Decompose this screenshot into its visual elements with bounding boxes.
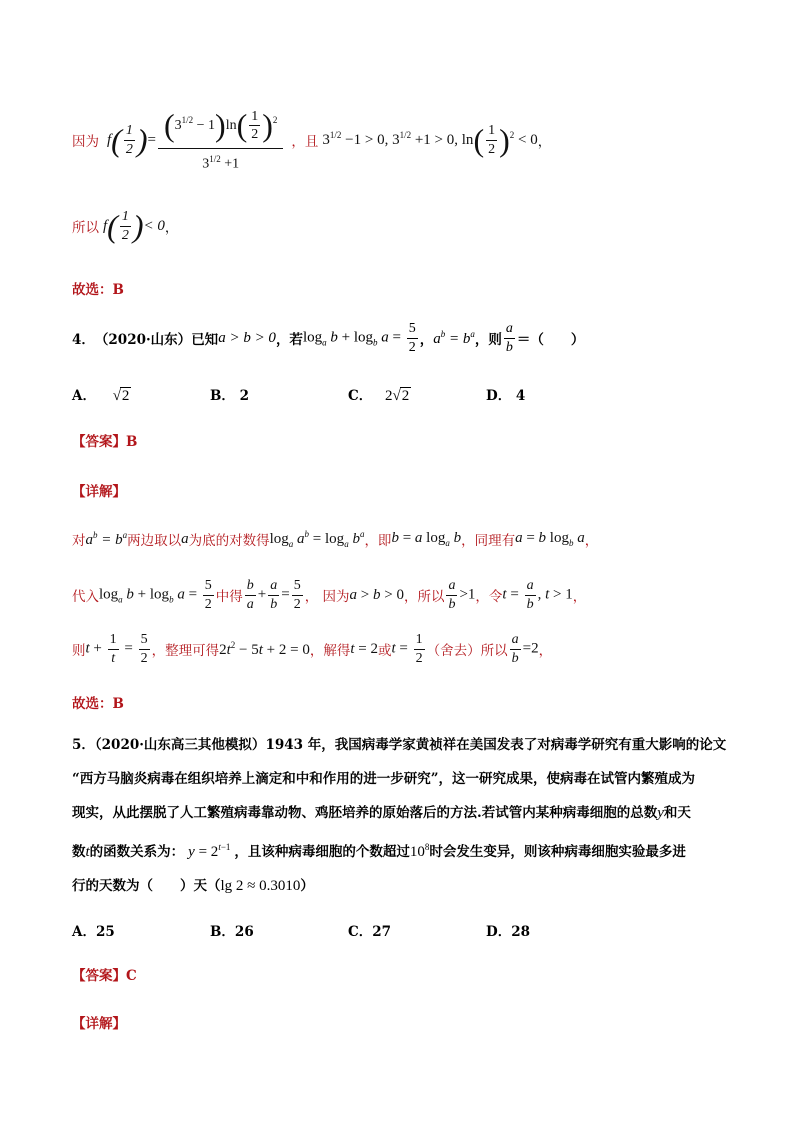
option-label: A． [72, 924, 96, 940]
eq-sign: = [147, 131, 156, 148]
q5-text: 和天 [663, 805, 691, 821]
formula-seg: a = b $\log_b a$ [515, 530, 585, 548]
text-seg: 则 [72, 643, 86, 659]
q5-text: 的函数关系为： [89, 844, 185, 860]
and-text: ，且 [291, 134, 319, 150]
text-seg: （舍去）所以 [426, 643, 508, 659]
option-value: 2 [239, 388, 250, 404]
q5-line-3 [72, 796, 732, 830]
formula-seg: a [181, 530, 189, 547]
q4-detail-tag: 【详解】 [72, 484, 126, 500]
prev-line-2 [72, 200, 178, 252]
q4-cond-ab: a > b > 0 [218, 329, 276, 346]
option-label: D． [486, 924, 512, 940]
option-label: C． [348, 924, 373, 940]
text-seg: ，即 [364, 533, 392, 549]
formula-f-half: f( $\frac{1}{2}$ ) [107, 121, 148, 158]
q5-line-4 [72, 830, 732, 869]
q5-option-d[interactable] [486, 920, 530, 940]
option-value: 2√2 [384, 388, 410, 404]
q5-text: ，且该种病毒细胞的个数超过 [234, 844, 410, 860]
text-seg: 代入 [72, 589, 99, 605]
text-seg: 中得 [215, 589, 243, 605]
formula-y: $y = 2^{t-1}$ [188, 842, 231, 860]
q5-text: 1943 年，我国病毒学家黄祯祥在美国发表了对病毒学研究有重大影响的论文 [265, 737, 727, 753]
answer-tag: 【答案】 [72, 434, 126, 450]
prev-line-1 [72, 100, 551, 180]
formula-seg: t = $\frac{a}{b}$ , t > 1 [502, 578, 573, 612]
comma: ， [537, 134, 552, 150]
q5-text: ） [300, 878, 314, 894]
formula-seg: $\frac{b}{a}$ + $\frac{a}{b}$ = $\frac{5}{2}$ [246, 578, 301, 612]
q5-option-a[interactable] [72, 920, 115, 940]
q4-answer [72, 430, 137, 450]
q5-number: 5． [72, 737, 95, 753]
text-seg: ，令 [475, 589, 503, 605]
answer-value: C [126, 968, 137, 984]
q4-option-d[interactable] [486, 384, 525, 404]
formula-seg: b = a $\log_a b$ [391, 530, 462, 548]
formula-conclusion: f( $\frac{1}{2}$ )< 0 [103, 207, 165, 244]
q4-source: （2020·山东） [94, 332, 192, 348]
q4-stem-c: ， [419, 332, 434, 348]
answer-value: B [126, 434, 138, 450]
q5-line-1 [72, 728, 732, 762]
q4-stem-d: ，则 [474, 332, 502, 348]
formula-seg: t + $\frac{1}{t}$ = $\frac{5}{2}$ [85, 632, 148, 666]
q5-option-b[interactable] [210, 920, 254, 940]
prev-answer: 故选：B [72, 282, 124, 298]
formula-seg: $\log_a b + \log_b a$ = $\frac{5}{2}$ [99, 578, 212, 612]
answer-tag: 【答案】 [72, 968, 126, 984]
text-seg: 对 [72, 533, 86, 549]
q5-text: 现实，从此摆脱了人工繁殖病毒靠动物、鸡胚培养的原始落后的方法.若试管内某种病毒细胞的总数 [72, 805, 658, 821]
option-value: √2 [112, 388, 130, 404]
formula-seg: $2t^2 - 5t + 2 = 0$ [219, 639, 310, 658]
option-label: A． [72, 388, 96, 404]
text-seg: ， [538, 643, 553, 659]
because-text: 因为 [72, 134, 99, 150]
formula-seg: $a^b = b^a$ [85, 529, 128, 548]
text-seg: 为底的对数得 [188, 533, 270, 549]
text-seg: ，所以 [403, 589, 445, 605]
q4-option-a[interactable] [72, 384, 131, 405]
q4-choose: 故选：B [72, 696, 124, 712]
formula-seg: $\frac{a}{b}$ >1 [448, 578, 476, 612]
q4-option-b[interactable] [210, 384, 249, 404]
q5-text: 行的天数为（ ）天（ [72, 878, 221, 894]
q4-option-c[interactable] [348, 384, 411, 405]
text-seg: 两边取以 [127, 533, 182, 549]
formula-seg: a > b > 0 [349, 586, 404, 603]
option-label: B． [210, 924, 235, 940]
q5-text: 时会发生变异，则该种病毒细胞实验最多进 [429, 844, 686, 860]
q4-stem-a: 已知 [191, 332, 219, 348]
q4-ratio: $\frac{a}{b}$ [505, 321, 513, 355]
formula-seg: $\log_a a^b = \log_a b^a$ [269, 529, 365, 549]
option-label: B． [210, 388, 235, 404]
option-label: C． [348, 388, 373, 404]
q4-stem [72, 318, 584, 358]
text-seg: 或 [377, 643, 392, 659]
q4-detail-line-3 [72, 626, 552, 672]
conclusion-prefix: 所以 [72, 220, 99, 236]
option-value: 27 [372, 924, 392, 940]
text-seg: ，整理可得 [151, 643, 220, 659]
text-seg: ， [584, 533, 599, 549]
q5-option-c[interactable] [348, 920, 391, 940]
option-label: D． [486, 388, 512, 404]
option-value: 28 [511, 924, 531, 940]
formula-10-8: $10^8$ [409, 842, 430, 860]
formula-conditions: $3^{1/2} -1 > 0$, $3^{1/2} +1 > 0$, ln( $\frac{1}{2}$ )$^2$ < 0 [322, 121, 538, 158]
q4-power-eq: $a^b = b^a$ [433, 328, 475, 347]
var-y: y [657, 805, 664, 821]
q4-detail-line-2 [72, 572, 586, 618]
text-seg: ，解得 [309, 643, 351, 659]
text-seg: ，同理有 [461, 533, 516, 549]
conclusion-tail: ， [164, 220, 179, 236]
var-t: t [85, 844, 90, 860]
option-value: 25 [95, 924, 115, 940]
q4-detail-line-1 [72, 524, 598, 554]
option-value: 4 [515, 388, 526, 404]
formula-seg: t = $\frac{1}{2}$ [391, 632, 423, 666]
text-seg: ， 因为 [304, 589, 350, 605]
q5-line-2: “西方马脑炎病毒在组织培养上滴定和中和作用的进一步研究”，这一研究成果，使病毒在试管内繁殖成为 [72, 771, 696, 787]
q5-detail-tag: 【详解】 [72, 1016, 126, 1032]
q5-stem [72, 728, 732, 903]
q4-log-sum: $\log_a b + \log_b a$ = $\frac{5}{2}$ [302, 321, 416, 355]
q4-number: 4． [72, 332, 95, 348]
text-seg: ， [572, 589, 587, 605]
formula-main-fraction: $(3^{1/2} - 1)\ln$( $\frac{1}{2}$ )$^2$ $3^{1/2} +1$ [158, 108, 283, 171]
formula-seg: t = 2 [350, 640, 378, 657]
q5-source: （2020·山东高三其他模拟） [94, 737, 266, 753]
q4-stem-b: ，若 [275, 332, 303, 348]
q4-stem-e: ＝（ ） [516, 332, 585, 348]
q5-answer [72, 964, 137, 984]
formula-lg2: lg 2 ≈ 0.3010 [220, 878, 301, 894]
q5-text: 数 [72, 844, 86, 860]
q5-line-5 [72, 869, 732, 903]
formula-seg: $\frac{a}{b}$ =2 [511, 632, 539, 666]
option-value: 26 [234, 924, 254, 940]
